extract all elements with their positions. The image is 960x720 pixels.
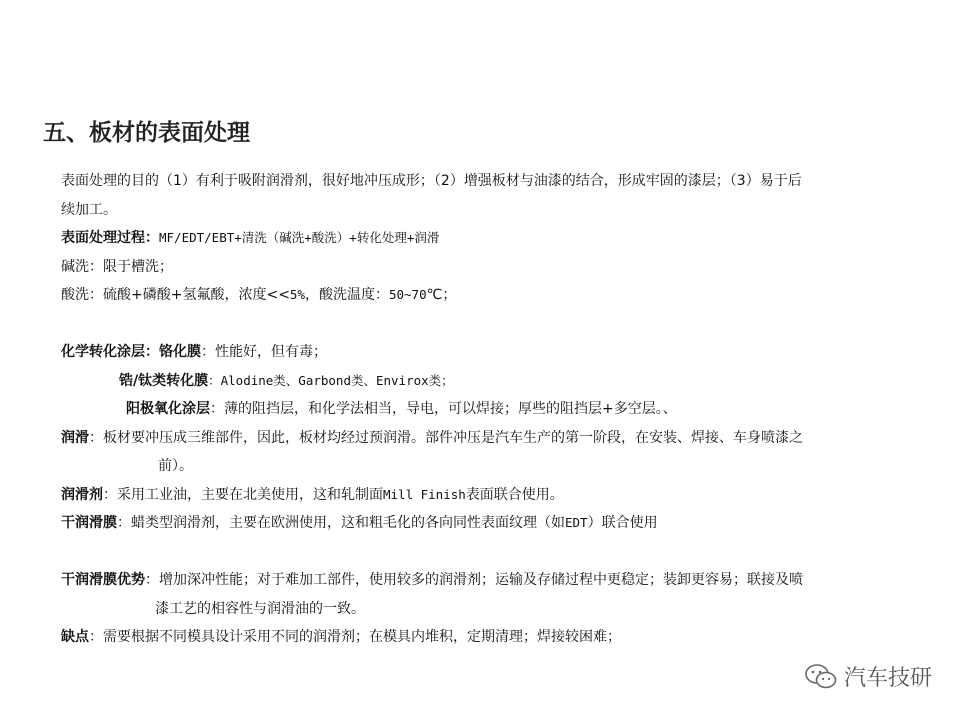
process-label: 表面处理过程：	[61, 230, 159, 246]
advantages-line-2: 漆工艺的相容性与润滑油的一致。	[155, 600, 365, 617]
lubrication-text-1: ：板材要冲压成三维部件，因此，板材均经过预润滑。部件冲压是汽车生产的第一阶段，在安装、焊接、车身喷漆之	[89, 429, 803, 446]
anodic-value: ：薄的阻挡层，和化学法相当，导电，可以焊接；厚些的阻挡层+多空层。、	[210, 401, 677, 417]
acid-temperature: 50~70	[388, 287, 427, 302]
acid-middle: ，酸洗温度：	[304, 287, 389, 303]
wechat-icon	[804, 663, 838, 691]
dry-film-prefix: ：蜡类型润滑剂，主要在欧洲使用，这和粗毛化的各向同性表面纹理（如	[117, 515, 565, 531]
page-title: 五、板材的表面处理	[43, 119, 250, 146]
spacer	[61, 310, 931, 339]
zr-ti-line	[61, 367, 931, 396]
anodic-line	[61, 395, 931, 424]
disadvantages-value: ：需要根据不同模具设计采用不同的润滑剂；在模具内堆积，定期清理；焊接较困难；	[89, 629, 621, 645]
lubrication-line-1	[61, 424, 931, 453]
lubrication-line-2: 前）。	[158, 458, 193, 474]
acid-prefix: 酸洗：硫酸+磷酸+氢氟酸，浓度<<	[61, 287, 290, 303]
acid-suffix: ℃；	[426, 287, 457, 303]
advantages-text-1: ：增加深冲性能；对于难加工部件，使用较多的润滑剂；运输及存储过程中更稳定；装卸更容易；联接及喷	[145, 572, 803, 588]
document-body	[61, 167, 931, 652]
purpose-line-2: 续加工。	[61, 201, 117, 218]
alkali-line: 碱洗：限于槽洗；	[61, 258, 173, 275]
process-value: MF/EDT/EBT+清洗（碱洗+酸洗）+转化处理+润滑	[159, 230, 440, 245]
zr-ti-label: 锆/钛类转化膜	[119, 372, 209, 389]
lubricant-label: 润滑剂	[61, 486, 103, 503]
dry-film-suffix: ）联合使用	[587, 515, 658, 531]
advantages-line-1	[61, 566, 931, 595]
process-line	[61, 224, 931, 253]
disadvantages-label: 缺点	[61, 629, 89, 645]
zr-ti-value: ：Alodine类、Garbond类、Envirox类；	[208, 372, 454, 388]
lubrication-label: 润滑	[61, 429, 89, 446]
mill-finish: Mill Finish	[383, 486, 466, 502]
edt-text: EDT	[565, 515, 588, 530]
watermark-text: 汽车技研	[843, 666, 932, 691]
spacer	[61, 538, 931, 567]
purpose-line-1: 表面处理的目的（1）有利于吸附润滑剂，很好地冲压成形；（2）增强板材与油漆的结合，形成牢固的漆层；（3）易于后	[61, 173, 802, 189]
lubricant-line	[61, 481, 931, 510]
acid-line	[61, 281, 931, 310]
anodic-label: 阳极氧化涂层	[126, 401, 210, 417]
dry-film-label: 干润滑膜	[61, 515, 117, 531]
acid-concentration: 5%	[289, 287, 305, 302]
disadvantages-line	[61, 623, 931, 652]
chemical-line	[61, 338, 931, 367]
dry-film-line	[61, 509, 931, 538]
watermark	[804, 661, 932, 692]
chemical-label: 化学转化涂层：	[61, 344, 159, 360]
chrome-value: ：性能好，但有毒；	[201, 344, 327, 360]
lubricant-suffix: 表面联合使用。	[465, 486, 564, 503]
lubricant-prefix: ：采用工业油，主要在北美使用，这和轧制面	[103, 486, 383, 503]
advantages-label: 干润滑膜优势	[61, 572, 145, 588]
chrome-label: 铬化膜	[159, 344, 201, 360]
